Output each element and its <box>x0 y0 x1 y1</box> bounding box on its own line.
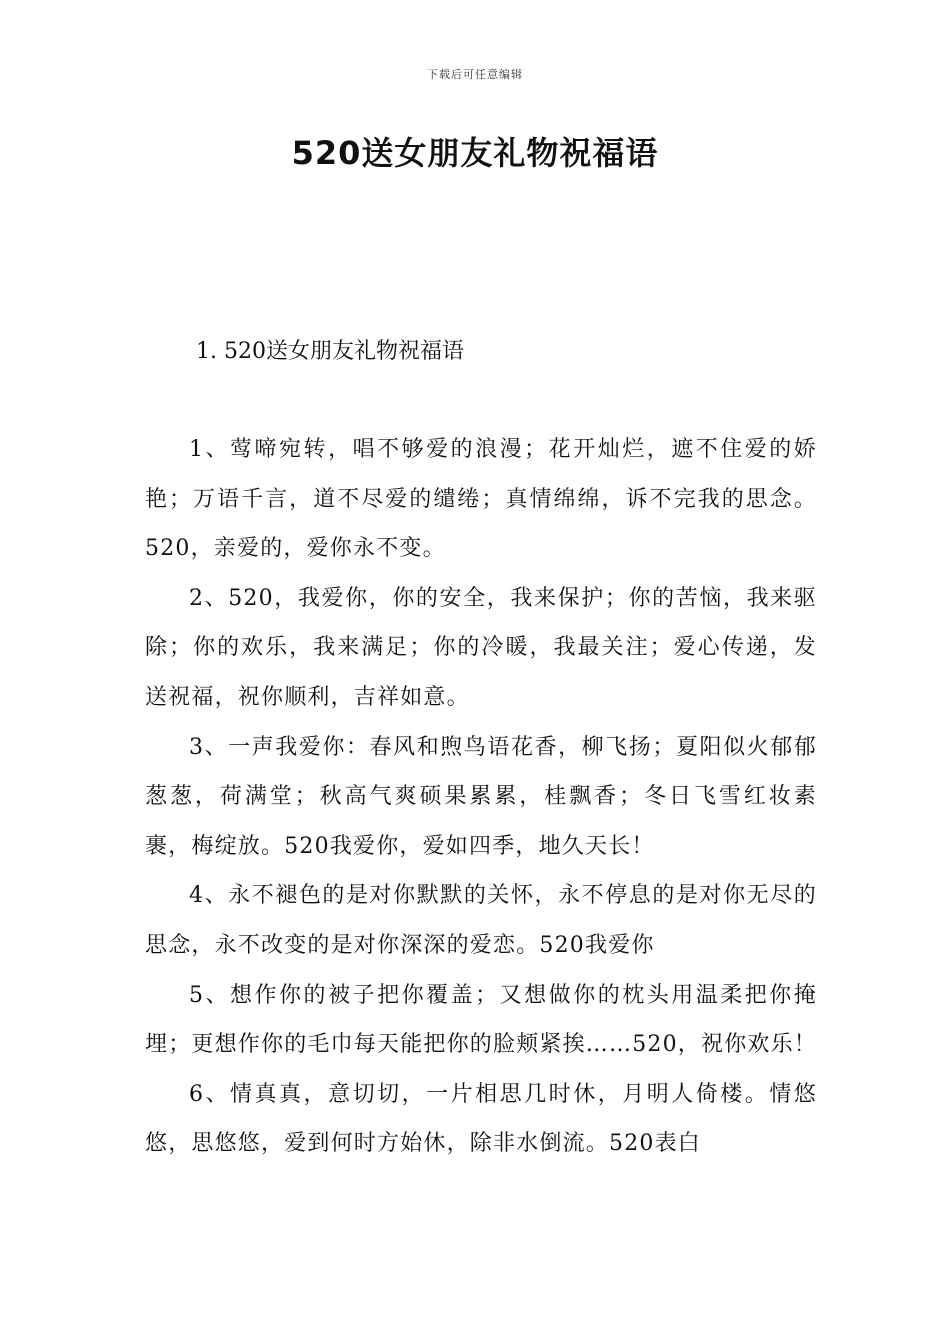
paragraph-5: 5、想作你的被子把你覆盖；又想做你的枕头用温柔把你掩埋；更想作你的毛巾每天能把你的脸颊紧挨……520，祝你欢乐！ <box>145 982 817 1058</box>
paragraph-3: 3、一声我爱你：春风和煦鸟语花香，柳飞扬；夏阳似火郁郁葱葱，荷满堂；秋高气爽硕果累累，桂飘香；冬日飞雪红妆素裹，梅绽放。520我爱你，爱如四季，地久天长！ <box>145 734 817 859</box>
paragraph-4: 4、永不褪色的是对你默默的关怀，永不停息的是对你无尽的思念，永不改变的是对你深深的爱恋。520我爱你 <box>145 883 817 958</box>
body-text <box>145 425 817 1169</box>
paragraph-2: 2、520，我爱你，你的安全，我来保护；你的苦恼，我来驱除；你的欢乐，我来满足；你的冷暖，我最关注；爱心传递，发送祝福，祝你顺利，吉祥如意。 <box>145 585 817 710</box>
paragraph-1: 1、莺啼宛转，唱不够爱的浪漫；花开灿烂，遮不住爱的娇艳；万语千言，道不尽爱的缱绻；真情绵绵，诉不完我的思念。520，亲爱的，爱你永不变。 <box>145 437 817 562</box>
paragraph-6: 6、情真真，意切切，一片相思几时休，月明人倚楼。情悠悠，思悠悠，爱到何时方始休，除非水倒流。520表白 <box>145 1081 817 1157</box>
header-note: 下载后可任意编辑 <box>427 68 523 81</box>
document-title: 520送女朋友礼物祝福语 <box>291 134 659 172</box>
section-heading: 1. 520送女朋友礼物祝福语 <box>196 339 464 364</box>
